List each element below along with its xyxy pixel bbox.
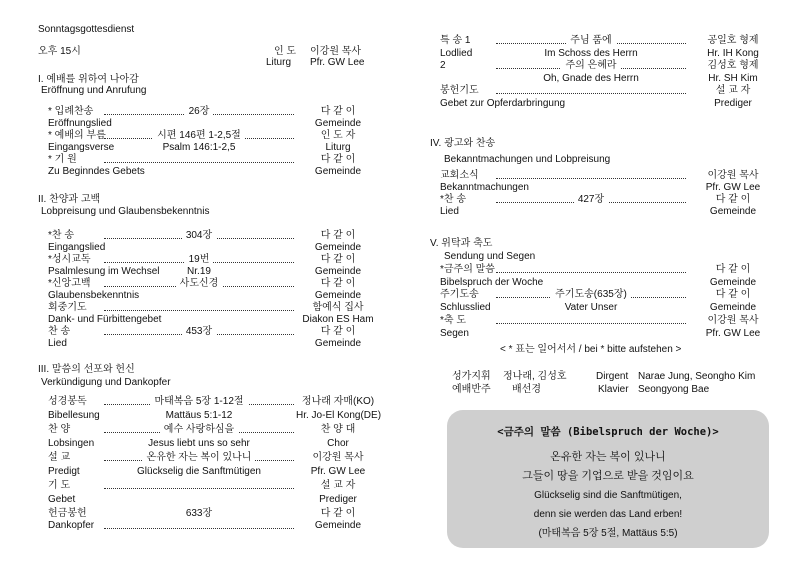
- item-label: Gebet zur Opferdarbringung: [440, 97, 566, 109]
- dotted-leader: [496, 323, 686, 324]
- item-label: 2: [440, 60, 446, 71]
- item-person: Pfr. GW Lee: [310, 466, 366, 477]
- item-content-text: Im Schoss des Herrn: [544, 47, 638, 59]
- item-person: 설 교 자: [320, 480, 356, 491]
- item-label: Lied: [440, 206, 459, 217]
- item-content: [104, 326, 294, 338]
- order-item-de: [48, 314, 380, 326]
- item-content-text: 마태복음 5장 1-12절: [150, 396, 247, 407]
- item-person: 다 같 이: [320, 278, 356, 289]
- item-content: [104, 130, 294, 142]
- item-person: Hr. IH Kong: [707, 47, 759, 59]
- section-5-subheading: Sendung und Segen: [444, 251, 536, 262]
- order-item-de: [48, 520, 380, 532]
- order-item-de: [48, 118, 380, 130]
- item-person: 다 같 이: [715, 264, 751, 275]
- item-label: Schlusslied: [440, 302, 491, 314]
- verse-de-line-1: Glückselig sind die Sanftmütigen,: [534, 490, 682, 501]
- section-4-subheading: Bekanntmachungen und Lobpreisung: [444, 154, 611, 165]
- piano-name-de: Seongyong Bae: [638, 384, 710, 395]
- verse-ko-line-2: 그들이 땅을 기업으로 받을 것임이요: [522, 470, 694, 482]
- dotted-leader: [496, 272, 686, 273]
- item-label: 헌금봉헌: [48, 508, 87, 519]
- item-person: 인 도 자: [320, 130, 356, 141]
- order-item-de: [440, 302, 775, 314]
- order-item-de: [440, 182, 775, 194]
- weekly-verse-box: [447, 410, 769, 548]
- item-content-text: Jesus liebt uns so sehr: [148, 438, 250, 449]
- item-content-text: 453장: [182, 326, 216, 337]
- order-item-de: [440, 206, 775, 218]
- order-item: [440, 315, 775, 327]
- item-label: Psalmlesung im Wechsel: [48, 266, 160, 277]
- item-person: Gemeinde: [314, 166, 362, 177]
- verse-ko-line-1: 온유한 자는 복이 있나니: [550, 451, 666, 463]
- item-person: 다 같 이: [320, 326, 356, 337]
- order-item-de: [440, 73, 775, 85]
- section-1-subheading: Eröffnung und Anrufung: [41, 85, 147, 96]
- item-person: Gemeinde: [709, 302, 757, 314]
- item-label: Gebet: [48, 494, 76, 505]
- order-item-de: [440, 277, 775, 289]
- item-label: *찬 송: [48, 230, 74, 241]
- piano-label-de: Klavier: [598, 384, 629, 395]
- item-label: Bekanntmachungen: [440, 182, 529, 193]
- item-content-text: 19번: [185, 254, 214, 265]
- item-content: [496, 302, 686, 314]
- item-content: [104, 230, 294, 242]
- item-person: Chor: [327, 438, 349, 449]
- liturgist-label-ko: 인 도: [273, 46, 297, 57]
- item-label: Lobsingen: [48, 438, 95, 449]
- item-label: Lied: [48, 338, 67, 349]
- item-content-text: Vater Unser: [564, 302, 618, 314]
- dotted-leader: [104, 528, 294, 529]
- item-content: [496, 35, 686, 47]
- item-label: Predigt: [48, 466, 80, 477]
- item-label: *성시교독: [48, 254, 91, 265]
- order-item: [48, 130, 380, 142]
- service-title: Sonntagsgottesdienst: [38, 24, 135, 35]
- order-item-de: [48, 494, 380, 506]
- item-person: Gemeinde: [709, 276, 757, 288]
- item-content: [104, 466, 294, 478]
- item-label: Dankopfer: [48, 520, 95, 531]
- item-person: 이강원 목사: [312, 452, 364, 463]
- item-label: Bibelspruch der Woche: [440, 276, 544, 288]
- item-label: *축 도: [440, 314, 466, 326]
- item-person: Gemeinde: [314, 242, 362, 253]
- item-label: 설 교: [48, 452, 71, 463]
- item-person: 다 같 이: [320, 254, 356, 265]
- item-label: Segen: [440, 327, 469, 339]
- item-person: Liturg: [325, 142, 351, 153]
- order-item: [440, 170, 775, 182]
- section-1-heading: I. 예배를 위하여 나아감: [38, 74, 139, 85]
- item-content-text: Nr.19: [187, 266, 211, 277]
- item-content: [104, 424, 294, 436]
- section-5-heading: V. 위탁과 축도: [430, 238, 493, 249]
- item-label: *신앙고백: [48, 278, 91, 289]
- order-item-de: [48, 290, 380, 302]
- order-item: [440, 35, 775, 47]
- item-person: Gemeinde: [314, 266, 362, 277]
- item-person: Hr. SH Kim: [708, 72, 758, 84]
- item-person: Pfr. GW Lee: [705, 182, 761, 193]
- order-item-de: [48, 338, 380, 350]
- item-label: 주기도송: [440, 289, 479, 301]
- item-label: Dank- und Fürbittengebet: [48, 314, 162, 325]
- item-content: [104, 254, 294, 266]
- item-content: [104, 438, 294, 450]
- dotted-leader: [104, 310, 294, 311]
- item-person: 김성호 형제: [707, 60, 759, 71]
- item-content-text: Psalm 146:1-2,5: [162, 142, 236, 153]
- item-label: 봉헌기도: [440, 85, 479, 96]
- section-2-heading: II. 찬양과 고백: [38, 194, 101, 205]
- section-3-subheading: Verkündigung und Dankopfer: [41, 377, 171, 388]
- item-label: Eingangslied: [48, 242, 106, 253]
- verse-de-line-2: denn sie werden das Land erben!: [533, 509, 683, 520]
- item-content: [496, 73, 686, 85]
- section-2-subheading: Lobpreisung und Glaubensbekenntnis: [41, 206, 210, 217]
- item-label: Eingangsverse: [48, 142, 115, 153]
- item-label: *금주의 말씀: [440, 264, 495, 275]
- order-item: [48, 278, 380, 290]
- item-content-text: 427장: [574, 194, 608, 205]
- item-person: Gemeinde: [709, 206, 757, 217]
- verse-title: <금주의 말씀 (Bibelspruch der Woche)>: [497, 426, 719, 438]
- item-label: Lodlied: [440, 47, 473, 59]
- order-item: [48, 326, 380, 338]
- item-person: 다 같 이: [320, 106, 356, 117]
- order-item-de: [440, 48, 775, 60]
- item-person: 공일호 형제: [707, 35, 759, 46]
- dotted-leader: [496, 93, 686, 94]
- order-item: [48, 508, 380, 520]
- item-content-text: 주의 은혜라: [561, 60, 620, 71]
- item-content: [496, 60, 686, 72]
- choir-label-de: Dirgent: [596, 371, 629, 382]
- item-person: 설 교 자: [715, 85, 751, 96]
- order-item: [48, 480, 380, 492]
- section-4-heading: IV. 광고와 찬송: [430, 138, 496, 149]
- order-item: [440, 264, 775, 276]
- piano-name-ko: 배선경: [512, 384, 541, 395]
- item-person: Diakon ES Ham: [302, 314, 374, 325]
- item-person: 함예식 집사: [312, 302, 364, 313]
- order-item: [440, 289, 775, 301]
- item-person: 다 같 이: [320, 508, 356, 519]
- item-person: Gemeinde: [314, 338, 362, 349]
- service-time: 오후 15시: [38, 46, 81, 57]
- item-label: *찬 송: [440, 194, 466, 205]
- item-content-text: Oh, Gnade des Herrn: [543, 72, 639, 84]
- item-person: Hr. Jo-El Kong(DE): [296, 410, 382, 421]
- choir-names-de: Narae Jung, Seongho Kim: [638, 371, 756, 382]
- item-content-text: 304장: [182, 230, 216, 241]
- order-item: [48, 396, 380, 408]
- order-item-de: [48, 466, 380, 478]
- item-content: [496, 289, 686, 301]
- order-item: [48, 106, 380, 118]
- order-item: [48, 254, 380, 266]
- item-label: 특 송 1: [440, 35, 471, 46]
- item-label: 기 도: [48, 480, 71, 491]
- pastor-ko: 이강원 목사: [310, 46, 362, 57]
- item-label: 성경봉독: [48, 396, 87, 407]
- item-content-text: Mattäus 5:1-12: [165, 410, 233, 421]
- standing-note: < * 표는 일어서서 / bei * bitte aufstehen >: [500, 344, 682, 355]
- item-person: 다 같 이: [320, 154, 356, 165]
- item-content-text: 온유한 자는 복이 있나니: [143, 452, 256, 463]
- item-person: 이강원 목사: [707, 170, 759, 181]
- item-content: [104, 452, 294, 464]
- order-item-de: [48, 438, 380, 450]
- item-person: 다 같 이: [715, 194, 751, 205]
- item-content-text: 주님 품에: [566, 35, 615, 46]
- item-person: 다 같 이: [715, 289, 751, 301]
- item-person: 다 같 이: [320, 230, 356, 241]
- item-label: 교회소식: [440, 170, 479, 181]
- item-person: Prediger: [714, 97, 752, 109]
- item-person: 이강원 목사: [707, 314, 759, 326]
- item-label: 회중기도: [48, 302, 87, 313]
- item-content-text: 시편 146편 1-2,5절: [153, 130, 245, 141]
- order-item: [48, 302, 380, 314]
- item-content-text: 사도신경: [176, 278, 223, 289]
- item-content-text: 주기도송(635장): [551, 289, 631, 300]
- item-person: Prediger: [319, 494, 357, 505]
- pastor-de: Pfr. GW Lee: [310, 57, 365, 68]
- item-content-text: 633장: [185, 508, 213, 519]
- item-label: Eröffnungslied: [48, 118, 112, 129]
- item-person: 정나래 자매(KO): [301, 396, 375, 407]
- order-item-de: [48, 242, 380, 254]
- order-item: [48, 452, 380, 464]
- section-3-heading: III. 말씀의 선포와 헌신: [38, 364, 135, 375]
- dotted-leader: [496, 178, 686, 179]
- choir-label-ko: 성가지휘: [452, 371, 491, 382]
- order-item-de: [48, 166, 380, 178]
- item-content-text: Glückselig die Sanftmütigen: [137, 466, 261, 477]
- order-item-de: [440, 328, 775, 340]
- item-content: [104, 396, 294, 408]
- piano-label-ko: 예배반주: [452, 384, 491, 395]
- order-item-de: [48, 142, 380, 154]
- item-label: Bibellesung: [48, 410, 100, 421]
- item-label: * 기 원: [48, 154, 77, 165]
- item-person: Gemeinde: [314, 290, 362, 301]
- item-content-text: 26장: [185, 106, 214, 117]
- item-person: Pfr. GW Lee: [705, 327, 761, 339]
- item-content: [496, 48, 686, 60]
- order-item-de: [440, 98, 775, 110]
- item-content: [496, 194, 686, 206]
- item-label: Glaubensbekenntnis: [48, 290, 140, 301]
- dotted-leader: [104, 162, 294, 163]
- order-item: [440, 194, 775, 206]
- dotted-leader: [104, 488, 294, 489]
- item-content: [104, 106, 294, 118]
- item-person: Gemeinde: [314, 118, 362, 129]
- order-item: [48, 230, 380, 242]
- order-item: [440, 60, 775, 72]
- item-label: Zu Beginndes Gebets: [48, 166, 145, 177]
- item-content: [104, 266, 294, 278]
- item-label: 찬 송: [48, 326, 71, 337]
- item-content: [104, 278, 294, 290]
- item-person: Gemeinde: [314, 520, 362, 531]
- order-item: [48, 424, 380, 436]
- choir-names-ko: 정나래, 김성호: [503, 371, 567, 382]
- item-label: 찬 양: [48, 424, 71, 435]
- order-item-de: [48, 266, 380, 278]
- item-content: [104, 142, 294, 154]
- item-person: 찬 양 대: [320, 424, 356, 435]
- item-label: * 예배의 부름: [48, 130, 106, 141]
- order-item: [48, 154, 380, 166]
- item-content-text: 예수 사랑하심을: [160, 424, 238, 435]
- verse-reference: (마태복음 5장 5절, Mattäus 5:5): [538, 528, 678, 539]
- item-label: * 입례찬송: [48, 106, 94, 117]
- order-item: [440, 85, 775, 97]
- order-item-de: [48, 410, 380, 422]
- item-content: [104, 508, 294, 520]
- item-content: [104, 410, 294, 422]
- liturgist-label-de: Liturg: [266, 57, 292, 68]
